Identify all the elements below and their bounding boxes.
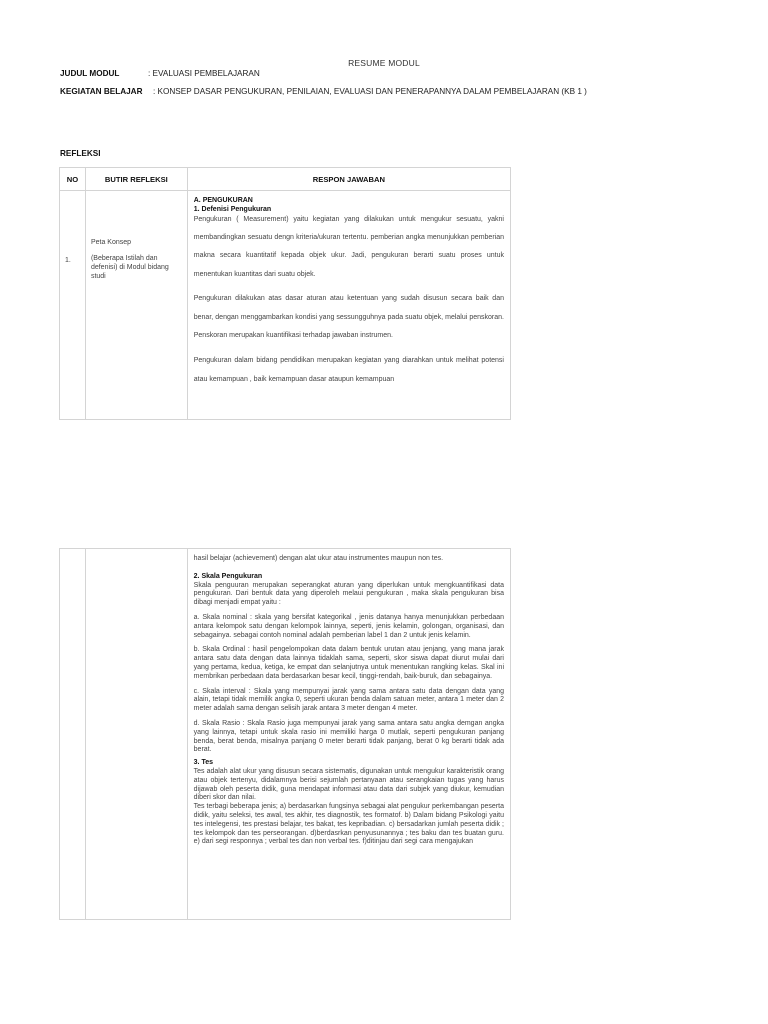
- kegiatan-belajar-label: KEGIATAN BELAJAR: [60, 87, 143, 96]
- document-title: RESUME MODUL: [348, 58, 420, 68]
- butir-description: (Beberapa Istilah dan defenisi) di Modul bidang studi: [90, 255, 169, 280]
- row-number: 1.: [65, 257, 71, 264]
- paragraph-tes-definisi: Tes adalah alat ukur yang disusun secara sistematis, digunakan untuk mengukur karakteristik orang atau objek tertenyu, didalamnya berisi sejumlah pertanyaan atau serangkaian tugas yang harus dijawab oleh peserta didik, guna mendapat informasi atau data dari subjek yang diukur, kemudian diberi skor dan nilai.: [193, 767, 504, 802]
- heading-skala-pengukuran: 2. Skala Pengukuran: [193, 572, 263, 580]
- paragraph-pengukuran-3: Pengukuran dalam bidang pendidikan merupakan kegiatan yang diarahkan untuk melihat potensi atau kemampuan , baik kemampuan dasar ataupun kemampuan: [193, 357, 504, 383]
- refleksi-table-continued: [59, 548, 511, 920]
- paragraph-skala-rasio: d. Skala Rasio : Skala Rasio juga mempunyai jarak yang sama antara satu angka demgan angka yang lainnya, tetapi untuk skala rasio ini memiliki harga 0 mutlak, seperti pengukuran panjang benda, berat benda, misalnya panjang 0 meter berarti tidak panjang, berat 0 kg berarti tidak ada berat.: [193, 719, 504, 754]
- header-butir-refleksi: BUTIR REFLEKSI: [85, 168, 187, 191]
- butir-cell-continued: [85, 549, 187, 920]
- paragraph-skala-nominal: a. Skala nominal : skala yang bersifat kategorikal , jenis datanya hanya menunjukkan perbedaan antara kelompok satu dengan kelompok lainnya, seperti, jenis kelamin, golongan, organisasi, dan sebagainya. sebagai contoh nominal adalah pemberian label 1 dan 2 untuk jenis kelamin.: [193, 613, 504, 639]
- paragraph-continuation: hasil belajar (achievement) dengan alat ukur atau instrumentes maupun non tes.: [193, 555, 444, 562]
- respon-cell-continued: [187, 549, 510, 920]
- header-respon-jawaban: RESPON JAWABAN: [187, 168, 510, 191]
- header-no: NO: [60, 168, 86, 191]
- table-row: [60, 549, 511, 920]
- paragraph-pengukuran-2: Pengukuran dilakukan atas dasar aturan atau ketentuan yang sudah disusun secara baik dan benar, dengan menggambarkan kondisi yang sessungguhnya pada suatu objek, melalui penskoran. Penskoran merupakan kuantifikasi terhadap jawaban instrumen.: [193, 295, 504, 340]
- row-number-cell: [60, 191, 86, 420]
- paragraph-skala-interval: c. Skala interval : Skala yang mempunyai jarak yang sama antara satu data dengan data yang alain, tetapi tidak memilik angka 0, seperti ukuran benda dalam satuan meter, antara 1 meter dan 2 meter adalah sama dengan selisih jarak antara 3 meter dengan 4 meter.: [193, 687, 504, 713]
- judul-modul-value: : EVALUASI PEMBELAJARAN: [148, 69, 260, 78]
- paragraph-skala-ordinal: b. Skala Ordinal : hasil pengelompokan data dalam bentuk urutan atau jenjang, yang mana jarak antara satu data dengan data lainnya tidaklah sama, seperti, skor siswa dapat diurut mulai dari yang pertama, kedua, ketiga, ke empat dan selanjutnya untuk menentukan rangking kelas. Skal ini membrikan perbedaan data berdasarkan besar kecil, tinggi-rendah, baik-buruk, dan sebagainya.: [193, 646, 504, 680]
- butir-title: Peta Konsep: [90, 239, 132, 246]
- kegiatan-belajar-value: : KONSEP DASAR PENGUKURAN, PENILAIAN, EVALUASI DAN PENERAPANNYA DALAM PEMBELAJARAN (KB 1 ): [153, 87, 587, 96]
- table-header-row: [60, 168, 511, 191]
- butir-cell: [85, 191, 187, 420]
- heading-defenisi: 1. Defenisi Pengukuran: [193, 205, 272, 213]
- row-number-cell-continued: [60, 549, 86, 920]
- respon-cell: [187, 191, 510, 420]
- heading-tes: 3. Tes: [193, 759, 213, 767]
- refleksi-table: [59, 167, 511, 420]
- table-row: [60, 191, 511, 420]
- paragraph-tes-jenis: Tes terbagi beberapa jenis; a) berdasarkan fungsinya sebagai alat pengukur perkembangan peserta didik, yaitu seleksi, tes awal, tes akhir, tes diagnostik, tes formatof. b) Dalam bidang Psikologi yaitu tes intelegensi, tes prestasi belajar, tes bakat, tes kepribadian. c) bersadarkan jumlah peserta didik ; tes kelompok dan tes perseorangan. d)berdasrkan penyusunannya ; tes baku dan tes buatan guru. e) dari segi responnya ; verbal tes dan non verbal tes. f)ditinjau dari segi cara mengajukan: [193, 803, 504, 846]
- paragraph-pengukuran-1: Pengukuran ( Measurement) yaitu kegiatan yang dilakukan untuk mengukur sesuatu, yakni membandingkan sesuatu dengn kriteria/ukuran tertentu. pemberian angka menunjukkan pemberian makna secara kuantitatif kepada objek ukur. Jadi, pengukuran berarti suatu proses untuk menentukan kuantitas dari suatu objek.: [193, 215, 504, 278]
- section-label-refleksi: REFLEKSI: [60, 149, 101, 158]
- paragraph-skala-intro: Skala penguuran merupakan seperangkat aturan yang diperlukan untuk mengkuantifikasi data pengukuran. Dari bentuk data yang diperoleh melaui pengukuran , maka skala pengukuran bisa dibagi menjadi empat yaitu :: [193, 581, 504, 607]
- judul-modul-label: JUDUL MODUL: [60, 69, 120, 78]
- heading-pengukuran: A. PENGUKURAN: [193, 197, 253, 204]
